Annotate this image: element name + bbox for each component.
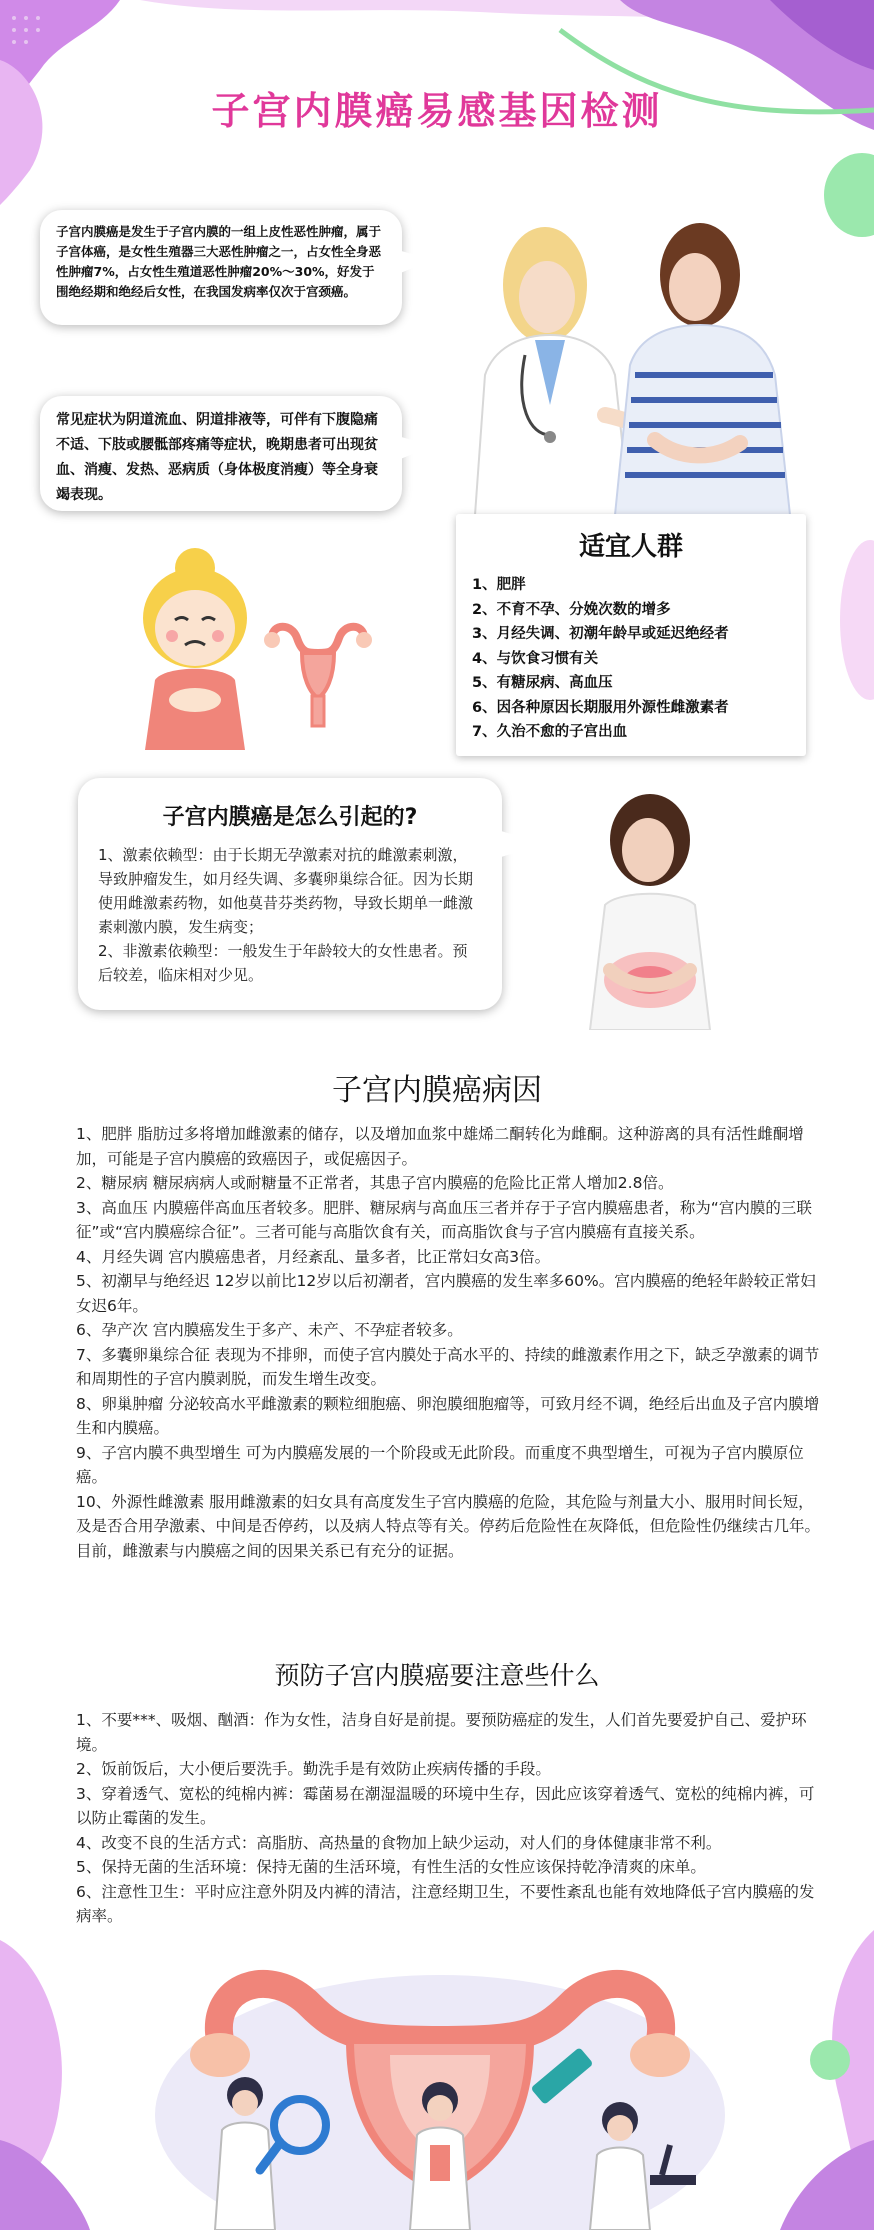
suitable-item: 4、与饮食习惯有关 xyxy=(472,650,599,667)
prevention-item: 3、穿着透气、宽松的纯棉内裤：霉菌易在潮湿温暖的环境中生存，因此应该穿着透气、宽松的纯棉内裤，可以防止霉菌的发生。 xyxy=(76,1784,815,1827)
causes-section-title: 子宫内膜癌病因 xyxy=(332,1073,542,1108)
cause-item: 9、子宫内膜不典型增生 可为内膜癌发展的一个阶段或无此阶段。而重度不典型增生，可视为子宫内膜原位癌。 xyxy=(76,1443,804,1486)
cause-item: 4、月经失调 宫内膜癌患者，月经紊乱、量多者，比正常妇女高3倍。 xyxy=(76,1247,551,1266)
medical-team-uterus-illustration xyxy=(150,1945,730,2230)
cartoon-girl-illustration xyxy=(120,540,270,750)
suitable-item: 6、因各种原因长期服用外源性雌激素者 xyxy=(472,699,729,716)
uterus-icon xyxy=(262,618,374,728)
doctor-patient-illustration xyxy=(455,205,855,515)
prevention-list xyxy=(76,1708,822,1929)
suitable-group-box xyxy=(456,514,806,756)
intro-bubble-symptoms xyxy=(40,396,402,511)
cause-item: 10、外源性雌激素 服用雌激素的妇女具有高度发生子宫内膜癌的危险，其危险与剂量大小、服用时间长短，及是否合用孕激素、中间是否停药，以及病人特点等有关。停药后危险性在灰降低，但危险性仍继续古几年。目前，雌激素与内膜癌之间的因果关系已有充分的证据。 xyxy=(76,1492,821,1560)
intro-symptoms-text: 常见症状为阴道流血、阴道排液等，可伴有下腹隐痛不适、下肢或腰骶部疼痛等症状，晚期患者可出现贫血、消瘦、发热、恶病质（身体极度消瘦）等全身衰竭表现。 xyxy=(56,412,378,503)
cause-item: 8、卵巢肿瘤 分泌较高水平雌激素的颗粒细胞癌、卵泡膜细胞瘤等，可致月经不调，绝经后出血及子宫内膜增生和内膜癌。 xyxy=(76,1394,820,1437)
prevention-item: 2、饭前饭后，大小便后要洗手。勤洗手是有效防止疾病传播的手段。 xyxy=(76,1760,551,1778)
cause-paragraph: 1、激素依赖型：由于长期无孕激素对抗的雌激素刺激，导致肿瘤发生，如月经失调、多囊卵巢综合征。因为长期使用雌激素药物，如他莫昔芬类药物，导致长期单一雌激素刺激内膜，发生病变； xyxy=(98,846,474,936)
cause-bubble xyxy=(78,778,502,1010)
suitable-item: 1、肥胖 xyxy=(472,577,526,593)
cause-item: 7、多囊卵巢综合征 表现为不排卵，而使子宫内膜处于高水平的、持续的雌激素作用之下，缺乏孕激素的调节和周期性的子宫内膜剥脱，而发生增生改变。 xyxy=(76,1345,820,1388)
cause-item: 6、孕产次 宫内膜癌发生于多产、未产、不孕症者较多。 xyxy=(76,1321,463,1339)
woman-abdominal-pain-illustration xyxy=(550,790,750,1030)
cause-paragraph: 2、非激素依赖型：一般发生于年龄较大的女性患者。预后较差，临床相对少见。 xyxy=(98,942,468,984)
cause-item: 5、初潮早与绝经迟 12岁以前比12岁以后初潮者，宫内膜癌的发生率多60%。宫内膜癌的绝轻年龄较正常妇女迟6年。 xyxy=(76,1272,816,1315)
prevention-item: 4、改变不良的生活方式：高脂肪、高热量的食物加上缺少运动，对人们的身体健康非常不利。 xyxy=(76,1833,722,1852)
bubble-tail xyxy=(398,250,432,276)
cause-item: 3、高血压 内膜癌伴高血压者较多。肥胖、糖尿病与高血压三者并存于子宫内膜癌患者，称为“宫内膜的三联征”或“宫内膜癌综合征”。三者可能与高脂饮食有关，而高脂饮食与子宫内膜癌有直接关系。 xyxy=(76,1198,812,1241)
cause-item: 2、糖尿病 糖尿病病人或耐糖量不正常者，其患子宫内膜癌的危险比正常人增加2.8倍。 xyxy=(76,1174,674,1192)
cause-title: 子宫内膜癌是怎么引起的? xyxy=(162,805,418,830)
intro-bubble-definition xyxy=(40,210,402,325)
intro-definition-text: 子宫内膜癌是发生于子宫内膜的一组上皮性恶性肿瘤，属于子宫体癌，是女性生殖器三大恶性肿瘤之一，占女性全身恶性肿瘤7%，占女性生殖道恶性肿瘤20%～30%，好发于围绝经期和绝经后女性，在我国发病率仅次于宫颈癌。 xyxy=(56,224,382,299)
suitable-item: 2、不育不孕、分娩次数的增多 xyxy=(472,601,671,618)
suitable-item: 3、月经失调、初潮年龄早或延迟绝经者 xyxy=(472,626,729,642)
page-title: 子宫内膜癌易感基因检测 xyxy=(211,89,663,133)
prevention-item: 1、不要***、吸烟、酗酒：作为女性，洁身自好是前提。要预防癌症的发生，人们首先要爱护自己、爱护环境。 xyxy=(76,1711,807,1754)
prevention-item: 5、保持无菌的生活环境：保持无菌的生活环境，有性生活的女性应该保持乾净清爽的床单。 xyxy=(76,1858,706,1876)
suitable-group-title: 适宜人群 xyxy=(578,532,683,562)
causes-list xyxy=(76,1122,822,1563)
cause-item: 1、肥胖 脂肪过多将增加雌激素的储存，以及增加血浆中雄烯二酮转化为雌酮。这种游离的具有活性雌酮增加，可能是子宫内膜癌的致癌因子，或促癌因子。 xyxy=(76,1125,804,1168)
bubble-tail xyxy=(498,830,542,860)
bubble-tail xyxy=(398,436,432,462)
prevention-item: 6、注意性卫生：平时应注意外阴及内裤的清洁，注意经期卫生，不要性紊乱也能有效地降低子宫内膜癌的发病率。 xyxy=(76,1882,815,1925)
prevention-section-title: 预防子宫内膜癌要注意些什么 xyxy=(274,1661,600,1690)
suitable-item: 7、久治不愈的子宫出血 xyxy=(472,724,628,740)
suitable-item: 5、有糖尿病、高血压 xyxy=(472,675,613,691)
